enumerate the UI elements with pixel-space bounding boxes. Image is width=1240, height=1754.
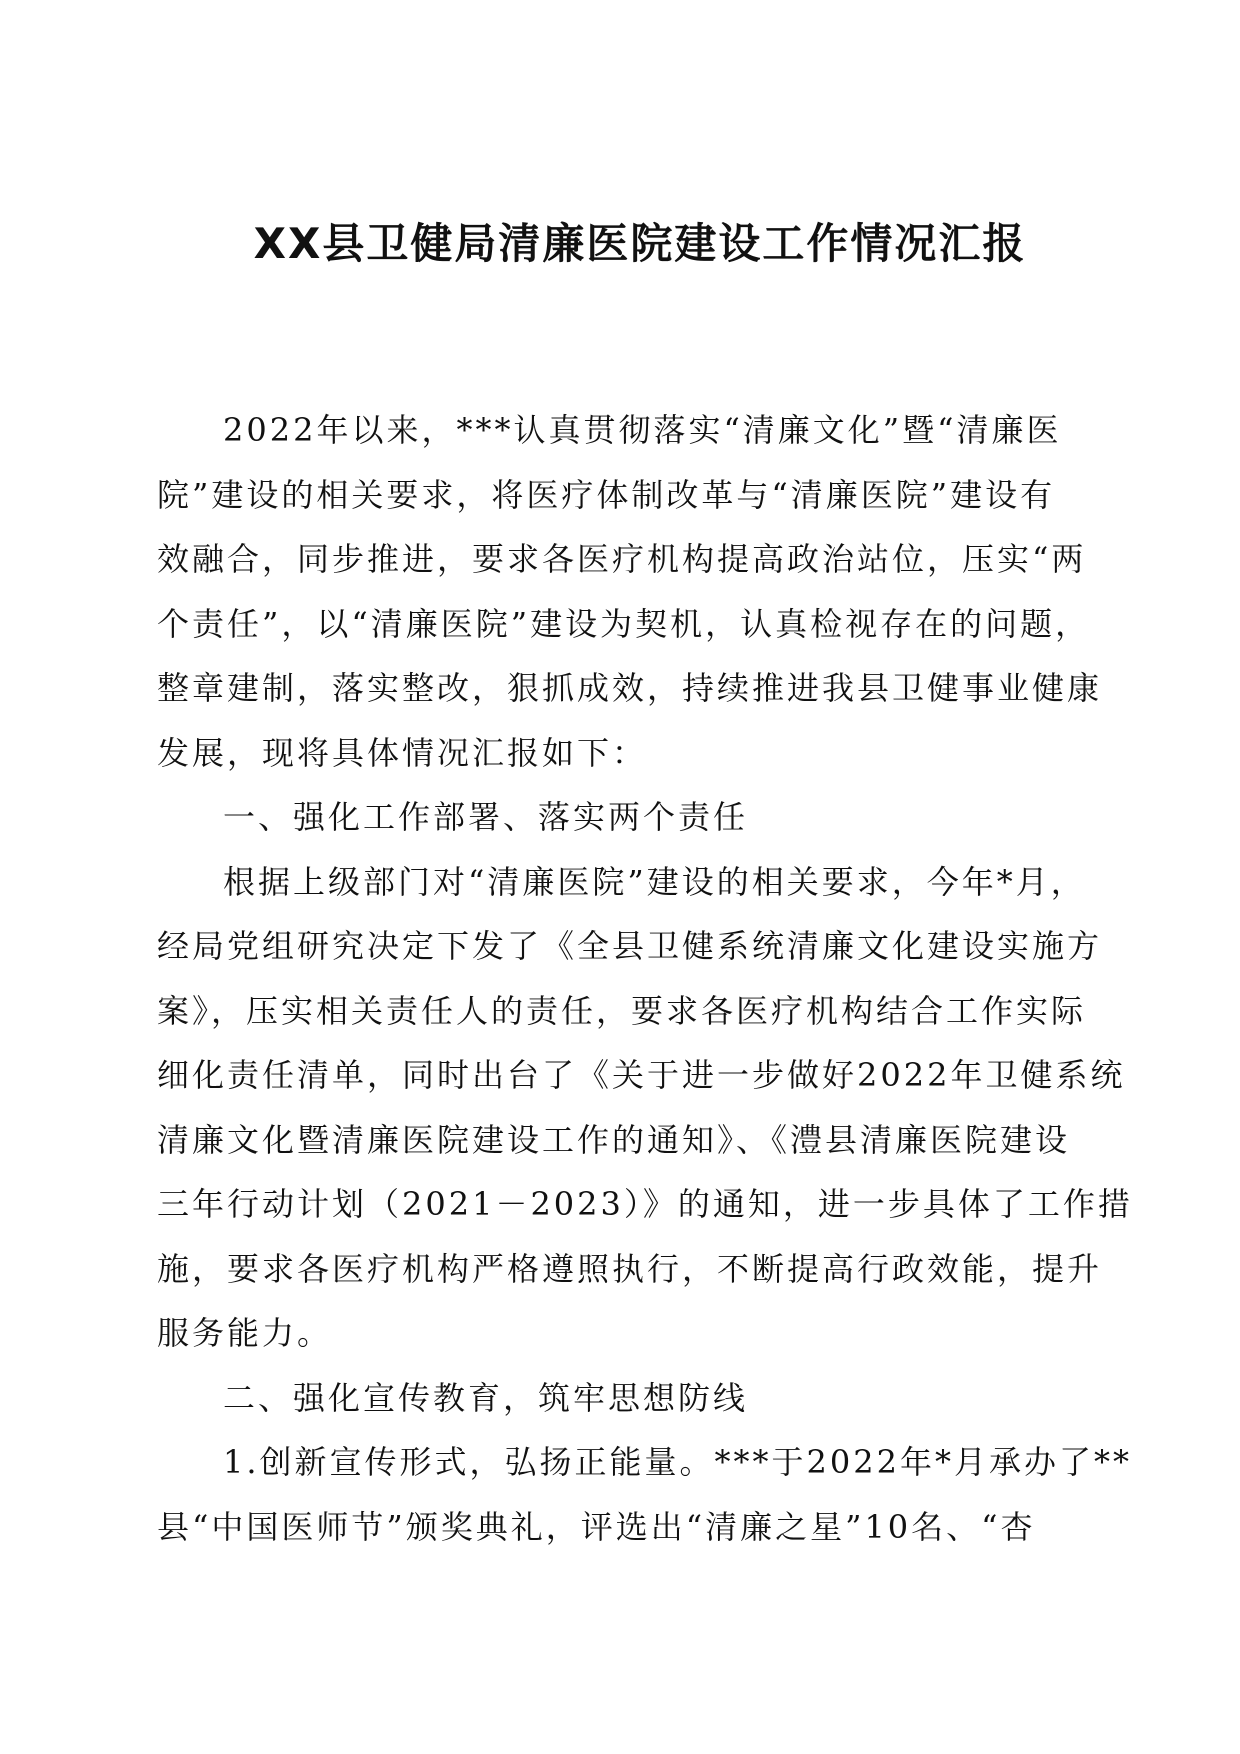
- paragraph-line: 院”建设的相关要求，将医疗体制改革与“清廉医院”建设有: [157, 475, 1056, 514]
- paragraph-line: 细化责任清单，同时出台了《关于进一步做好2022年卫健系统: [157, 1056, 1126, 1094]
- paragraph-line: 1.创新宣传形式，弘扬正能量。***于2022年*月承办了**: [223, 1443, 1132, 1481]
- paragraph-line: 清廉文化暨清廉医院建设工作的通知》、《澧县清廉医院建设: [157, 1120, 1071, 1159]
- paragraph-line: 案》，压实相关责任人的责任，要求各医疗机构结合工作实际: [157, 991, 1087, 1030]
- paragraph-line: 发展，现将具体情况汇报如下：: [157, 733, 648, 772]
- paragraph-line: 整章建制，落实整改，狠抓成效，持续推进我县卫健事业健康: [157, 669, 1103, 707]
- paragraph-line: 个责任”，以“清廉医院”建设为契机，认真检视存在的问题，: [157, 604, 1091, 643]
- section-heading: 一、强化工作部署、落实两个责任: [223, 798, 749, 836]
- section-heading: 二、强化宣传教育，筑牢思想防线: [223, 1378, 749, 1417]
- paragraph-line: 三年行动计划（2021－2023）》的通知，进一步具体了工作措: [157, 1185, 1133, 1223]
- paragraph-line: 县“中国医师节”颁奖典礼，评选出“清廉之星”10名、“杏: [157, 1507, 1036, 1546]
- document-title: XX县卫健局清廉医院建设工作情况汇报: [253, 219, 1027, 268]
- paragraph-line: 根据上级部门对“清廉医院”建设的相关要求，今年*月，: [223, 862, 1086, 901]
- paragraph-line: 2022年以来，***认真贯彻落实“清廉文化”暨“清廉医: [223, 411, 1062, 449]
- paragraph-line: 经局党组研究决定下发了《全县卫健系统清廉文化建设实施方: [157, 927, 1103, 965]
- paragraph-line: 服务能力。: [157, 1314, 333, 1352]
- paragraph-line: 施，要求各医疗机构严格遵照执行，不断提高行政效能，提升: [157, 1249, 1103, 1288]
- paragraph-line: 效融合，同步推进，要求各医疗机构提高政治站位，压实“两: [157, 540, 1087, 578]
- document-body: [157, 398, 1133, 1559]
